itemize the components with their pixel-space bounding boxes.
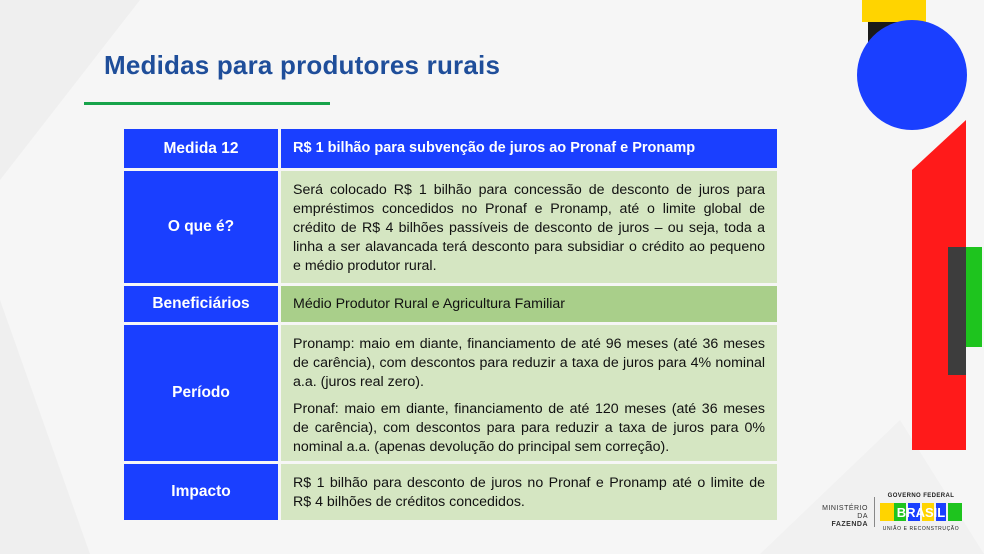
page-title: Medidas para produtores rurais — [104, 50, 501, 80]
row-text: Pronamp: maio em diante, financiamento de até 96 meses (até 36 meses de carência), com descontos para reduzir a taxa de juros para 4% nominal a.a. (juros real zero). — [293, 336, 765, 390]
row-value — [281, 286, 777, 322]
row-value — [281, 171, 777, 283]
row-label: Beneficiários — [124, 286, 278, 322]
row-text: R$ 1 bilhão para desconto de juros no Pronaf e Pronamp até o limite de R$ 4 bilhões de créditos concedidos. — [293, 475, 765, 510]
decorative-shapes — [854, 0, 984, 470]
table-row — [124, 286, 777, 322]
row-text: Será colocado R$ 1 bilhão para concessão de desconto de juros para empréstimos concedidos no Pronaf e Pronamp, até o limite global de crédito de R$ 4 bilhões passíveis de desconto de juros – ou seja, toda a linha a ser alavancada terá desconto para subsidiar o crédito ao pequeno e médio produtor rural. — [293, 182, 765, 274]
brasil-logo — [880, 501, 962, 523]
header-value: R$ 1 bilhão para subvenção de juros ao Pronaf e Pronamp — [281, 129, 777, 168]
ministry-line1: MINISTÉRIO DA — [822, 505, 868, 520]
row-value — [281, 464, 777, 520]
row-label: O que é? — [124, 171, 278, 283]
row-label: Impacto — [124, 464, 278, 520]
measures-table — [124, 129, 777, 523]
title-underline — [84, 102, 330, 105]
ministry-line2: FAZENDA — [831, 521, 868, 528]
gov-federal-label: GOVERNO FEDERAL — [887, 493, 955, 499]
logo-divider — [874, 497, 875, 527]
slogan: UNIÃO E RECONSTRUÇÃO — [882, 526, 960, 532]
row-value — [281, 325, 777, 461]
header-label: Medida 12 — [124, 129, 278, 168]
table-row — [124, 464, 777, 520]
row-text: Médio Produtor Rural e Agricultura Familiar — [293, 295, 566, 312]
ministry-logo — [818, 505, 868, 529]
brasil-wordmark: BRASIL — [896, 505, 946, 520]
row-text: Pronaf: maio em diante, financiamento de até 120 meses (até 36 meses de carência), com descontos para para reduzir a taxa de juros para 0% nominal a.a. (apenas devolução do principal sem correção). — [293, 401, 765, 455]
table-row — [124, 325, 777, 461]
table-header-row — [124, 129, 777, 168]
table-row — [124, 171, 777, 283]
row-label: Período — [124, 325, 278, 461]
